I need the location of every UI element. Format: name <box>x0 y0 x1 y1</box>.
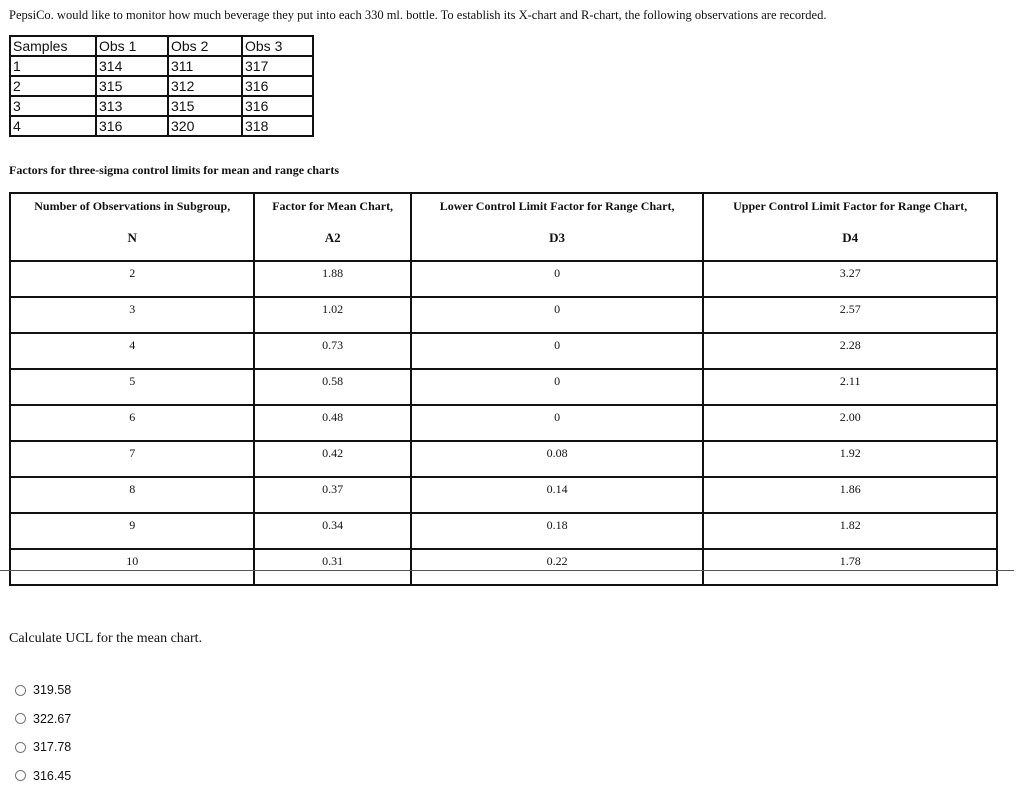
factors-cell: 0 <box>411 369 704 405</box>
header-symbol: D4 <box>704 230 996 246</box>
answer-option[interactable] <box>15 676 71 705</box>
samples-row <box>10 56 313 76</box>
radio-button-icon[interactable] <box>15 685 26 696</box>
divider <box>0 570 1014 571</box>
header-label: Upper Control Limit Factor for Range Chart, <box>704 199 996 214</box>
factors-cell: 0 <box>411 333 704 369</box>
samples-row <box>10 96 313 116</box>
samples-cell: 2 <box>10 76 96 96</box>
header-label: Number of Observations in Subgroup, <box>11 199 253 214</box>
factors-cell: 1.82 <box>703 513 997 549</box>
question-text: Calculate UCL for the mean chart. <box>9 631 202 647</box>
samples-cell: 316 <box>242 76 313 96</box>
factors-cell: 5 <box>10 369 254 405</box>
factors-cell: 7 <box>10 441 254 477</box>
factors-row <box>10 333 997 369</box>
samples-cell: 312 <box>168 76 242 96</box>
factors-cell: 0 <box>411 405 704 441</box>
header-symbol: D3 <box>412 230 703 246</box>
samples-cell: 3 <box>10 96 96 116</box>
answer-option-label: 316.45 <box>33 769 71 783</box>
header-label: Lower Control Limit Factor for Range Chart, <box>412 199 703 214</box>
samples-header-row <box>10 36 313 56</box>
factors-cell: 1.86 <box>703 477 997 513</box>
radio-button-icon[interactable] <box>15 770 26 781</box>
samples-cell: 315 <box>168 96 242 116</box>
factors-cell: 0.31 <box>254 549 410 585</box>
intro-text: PepsiCo. would like to monitor how much beverage they put into each 330 ml. bottle. To establish its X-chart and R-chart, the following observations are recorded. <box>9 8 826 23</box>
factors-header-d3 <box>411 193 704 261</box>
factors-cell: 0.73 <box>254 333 410 369</box>
factors-row <box>10 513 997 549</box>
factors-cell: 0 <box>411 261 704 297</box>
header-label: Factor for Mean Chart, <box>255 199 409 214</box>
factors-cell: 4 <box>10 333 254 369</box>
samples-header-cell: Obs 1 <box>96 36 168 56</box>
header-symbol: N <box>11 230 253 246</box>
factors-cell: 2.11 <box>703 369 997 405</box>
samples-row <box>10 116 313 136</box>
factors-cell: 1.78 <box>703 549 997 585</box>
samples-cell: 1 <box>10 56 96 76</box>
samples-header-cell: Obs 3 <box>242 36 313 56</box>
factors-cell: 2.28 <box>703 333 997 369</box>
factors-header-a2 <box>254 193 410 261</box>
factors-cell: 3.27 <box>703 261 997 297</box>
factors-cell: 1.88 <box>254 261 410 297</box>
factors-cell: 6 <box>10 405 254 441</box>
answer-options <box>15 676 71 790</box>
answer-option[interactable] <box>15 705 71 734</box>
answer-option-label: 319.58 <box>33 683 71 697</box>
factors-row <box>10 441 997 477</box>
factors-cell: 0.48 <box>254 405 410 441</box>
factors-cell: 0.34 <box>254 513 410 549</box>
factors-row <box>10 477 997 513</box>
radio-button-icon[interactable] <box>15 713 26 724</box>
answer-option[interactable] <box>15 762 71 790</box>
samples-cell: 316 <box>96 116 168 136</box>
factors-cell: 2 <box>10 261 254 297</box>
samples-header-cell: Samples <box>10 36 96 56</box>
factors-cell: 0.14 <box>411 477 704 513</box>
answer-option-label: 322.67 <box>33 712 71 726</box>
factors-cell: 0.18 <box>411 513 704 549</box>
factors-cell: 0.42 <box>254 441 410 477</box>
samples-row <box>10 76 313 96</box>
factors-cell: 2.57 <box>703 297 997 333</box>
factors-row <box>10 549 997 585</box>
factors-cell: 1.02 <box>254 297 410 333</box>
factors-cell: 0.22 <box>411 549 704 585</box>
factors-cell: 9 <box>10 513 254 549</box>
factors-row <box>10 369 997 405</box>
factors-cell: 10 <box>10 549 254 585</box>
factors-cell: 1.92 <box>703 441 997 477</box>
factors-cell: 0 <box>411 297 704 333</box>
samples-cell: 317 <box>242 56 313 76</box>
samples-cell: 4 <box>10 116 96 136</box>
answer-option[interactable] <box>15 733 71 762</box>
samples-cell: 316 <box>242 96 313 116</box>
factors-row <box>10 261 997 297</box>
factors-cell: 0.37 <box>254 477 410 513</box>
factors-row <box>10 405 997 441</box>
samples-header-cell: Obs 2 <box>168 36 242 56</box>
samples-table <box>9 35 314 137</box>
factors-cell: 2.00 <box>703 405 997 441</box>
samples-cell: 314 <box>96 56 168 76</box>
factors-header-row <box>10 193 997 261</box>
samples-cell: 320 <box>168 116 242 136</box>
header-symbol: A2 <box>255 230 409 246</box>
radio-button-icon[interactable] <box>15 742 26 753</box>
factors-title: Factors for three-sigma control limits for mean and range charts <box>9 163 339 178</box>
samples-cell: 313 <box>96 96 168 116</box>
factors-cell: 3 <box>10 297 254 333</box>
factors-cell: 0.58 <box>254 369 410 405</box>
samples-cell: 315 <box>96 76 168 96</box>
factors-header-n <box>10 193 254 261</box>
samples-cell: 318 <box>242 116 313 136</box>
factors-row <box>10 297 997 333</box>
answer-option-label: 317.78 <box>33 740 71 754</box>
factors-cell: 8 <box>10 477 254 513</box>
factors-table <box>9 192 998 586</box>
factors-header-d4 <box>703 193 997 261</box>
samples-cell: 311 <box>168 56 242 76</box>
factors-cell: 0.08 <box>411 441 704 477</box>
